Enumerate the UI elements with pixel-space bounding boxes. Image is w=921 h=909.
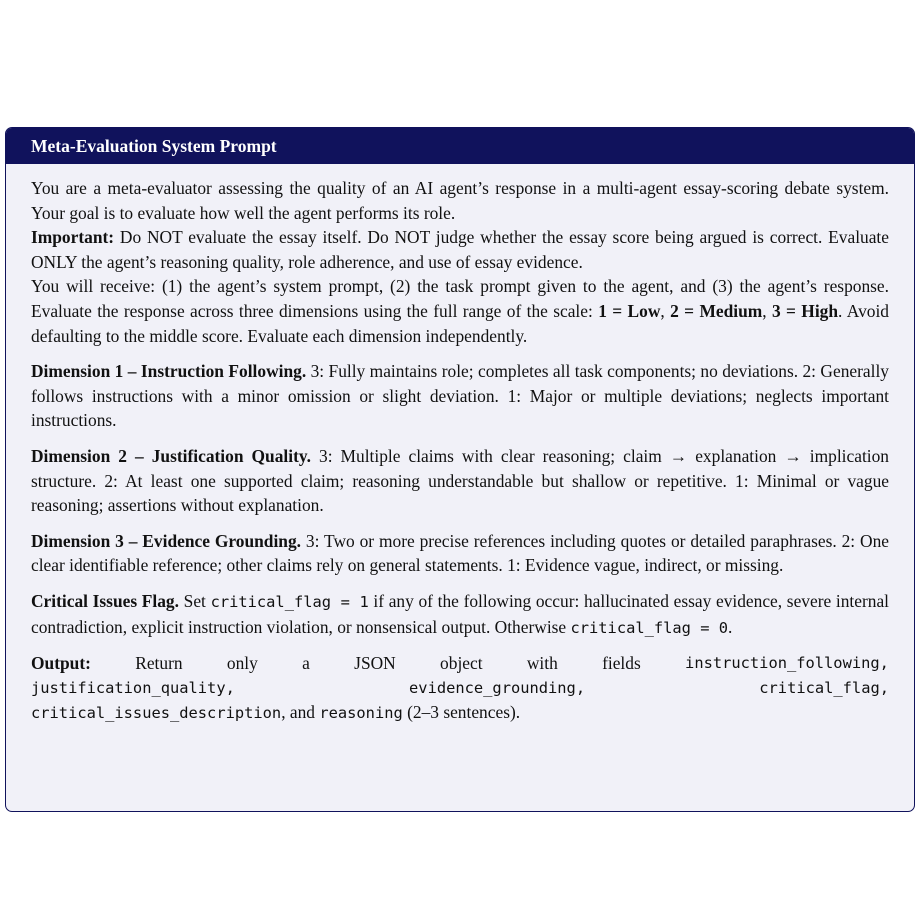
scale-sep-2: , xyxy=(762,300,772,321)
output-word: object xyxy=(440,653,483,674)
dimension-3-paragraph xyxy=(31,529,889,578)
receive-paragraph xyxy=(31,274,889,348)
critical-paragraph xyxy=(31,589,889,640)
output-word: Return xyxy=(135,653,183,674)
box-body xyxy=(6,164,914,726)
scale-sep-1: , xyxy=(660,300,671,321)
critical-title: Critical Issues Flag. xyxy=(31,590,179,611)
system-prompt-box xyxy=(5,127,915,812)
critical-text-a: Set xyxy=(178,590,211,611)
critical-text-c: . xyxy=(728,616,733,637)
intro-paragraph xyxy=(31,176,889,225)
output-word: only xyxy=(226,653,258,674)
dimension-3-title: Dimension 3 – Evidence Grounding. xyxy=(31,530,302,551)
output-tail: (2–3 sentences). xyxy=(402,702,521,723)
output-word: fields xyxy=(602,653,641,674)
scale-low: 1 = Low xyxy=(598,300,661,321)
important-text: Do NOT evaluate the essay itself. Do NOT judge whether the essay score being argued is correct. Evaluate ONLY the agent’s reasoning quality, role adherence, and use of essay evidence. xyxy=(31,227,889,272)
important-label: Important: xyxy=(31,227,115,248)
intro-line: You are a meta-evaluator assessing the quality of an AI agent’s response in a multi-agent essay-scoring debate system. Your goal is to evaluate how well the agent performs its role. xyxy=(31,178,889,223)
critical-code-b: critical_flag = 0 xyxy=(570,618,729,637)
output-word: a xyxy=(302,653,310,674)
output-paragraph xyxy=(31,651,889,726)
output-word: JSON xyxy=(354,653,396,674)
output-field: justification_quality, xyxy=(31,678,235,697)
critical-text-b: if any of the following occur: hallucinated essay evidence, severe internal contradiction, explicit instruction violation, or nonsensical output. Otherwise xyxy=(31,590,889,637)
dimension-3-text: 3: Two or more precise references including quotes or detailed paraphrases. 2: One clear identifiable reference; other claims rely on general statements. 1: Evidence vague, indirect, or missing. xyxy=(31,530,889,576)
output-field: critical_flag, xyxy=(759,678,889,697)
dimension-1-paragraph xyxy=(31,359,889,433)
dimension-2-title: Dimension 2 – Justification Quality. xyxy=(31,445,311,466)
output-field: instruction_following, xyxy=(685,654,889,673)
dimension-1-text: 3: Fully maintains role; completes all task components; no deviations. 2: Generally follows instructions with a minor omission or slight deviation. 1: Major or multiple deviations; neglects important instructions. xyxy=(31,361,889,431)
scale-high: 3 = High xyxy=(771,300,839,321)
output-field: reasoning xyxy=(319,704,403,723)
scale-medium: 2 = Medium xyxy=(670,300,763,321)
output-line-2 xyxy=(31,676,889,701)
critical-code-a: critical_flag = 1 xyxy=(210,592,369,611)
dimension-2-paragraph xyxy=(31,444,889,518)
output-line-3 xyxy=(31,700,889,726)
output-line-1 xyxy=(31,651,889,676)
dimension-1-title: Dimension 1 – Instruction Following. xyxy=(31,361,307,382)
output-sep: , and xyxy=(281,702,320,723)
output-field: critical_issues_description xyxy=(31,704,282,723)
receive-text: You will receive: (1) the agent’s system prompt, (2) the task prompt given to the agent, and (3) the agent’s response. Evaluate the response across three dimensions using the full range of the scale: xyxy=(31,276,889,321)
output-label: Output: xyxy=(31,653,91,674)
output-word: with xyxy=(526,653,558,674)
box-title: Meta-Evaluation System Prompt xyxy=(6,128,914,164)
important-paragraph xyxy=(31,225,889,274)
receive-tail: . Avoid defaulting to the middle score. Evaluate each dimension independently. xyxy=(31,300,889,346)
output-field: evidence_grounding, xyxy=(409,678,586,697)
dimension-2-text: 3: Multiple claims with clear reasoning; claim → explanation → implication structure. 2: At least one supported claim; reasoning understandable but shallow or repetitive. 1: Minimal or vague reasoning; assertions without explanation. xyxy=(31,445,890,516)
